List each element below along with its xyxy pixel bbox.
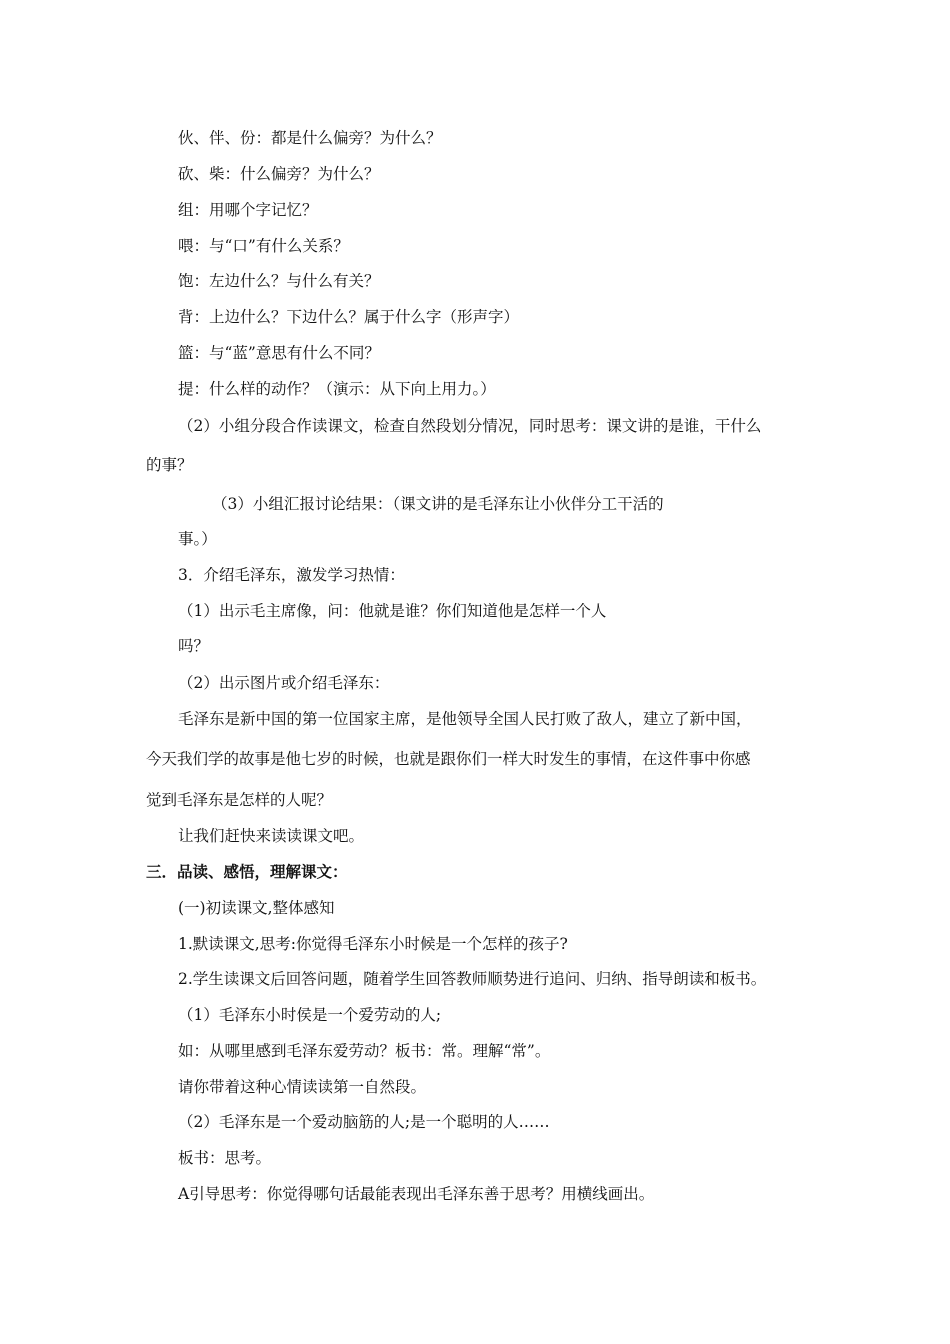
text-line: 1.默读课文,思考:你觉得毛泽东小时候是一个怎样的孩子? bbox=[178, 935, 568, 953]
section-heading: 三．品读、感悟，理解课文： bbox=[146, 862, 348, 881]
text-line: 砍、柴：什么偏旁？为什么？ bbox=[178, 165, 380, 183]
text-line: 篮：与“蓝”意思有什么不同？ bbox=[178, 344, 380, 362]
text-line: （1）毛泽东小时侯是一个爱劳动的人; bbox=[178, 1006, 442, 1024]
text-line: 组：用哪个字记忆？ bbox=[178, 201, 318, 219]
text-line: 饱：左边什么？与什么有关？ bbox=[178, 272, 380, 290]
text-line: 请你带着这种心情读读第一自然段。 bbox=[178, 1078, 427, 1096]
text-line: （2）小组分段合作读课文，检查自然段划分情况，同时思考：课文讲的是谁，干什么 bbox=[178, 417, 762, 435]
text-line: 今天我们学的故事是他七岁的时候，也就是跟你们一样大时发生的事情，在这件事中你感 bbox=[146, 750, 751, 768]
text-line: （2）毛泽东是一个爱动脑筋的人;是一个聪明的人…… bbox=[178, 1113, 550, 1131]
text-line: 吗？ bbox=[178, 637, 210, 655]
text-line: 觉到毛泽东是怎样的人呢？ bbox=[146, 791, 333, 809]
text-line: 让我们赶快来读读课文吧。 bbox=[178, 827, 365, 845]
text-line: 2.学生读课文后回答问题，随着学生回答教师顺势进行追问、归纳、指导朗读和板书。 bbox=[178, 970, 767, 988]
text-line: 提：什么样的动作？（演示：从下向上用力。） bbox=[178, 380, 496, 398]
text-line: 毛泽东是新中国的第一位国家主席，是他领导全国人民打败了敌人，建立了新中国， bbox=[178, 710, 752, 728]
text-line: 如：从哪里感到毛泽东爱劳动？板书：常。理解“常”。 bbox=[178, 1042, 551, 1060]
text-line: （1）出示毛主席像，问：他就是谁？你们知道他是怎样一个人 bbox=[178, 602, 607, 620]
text-line: 伙、伴、份：都是什么偏旁？为什么？ bbox=[178, 129, 442, 147]
text-line: （3）小组汇报讨论结果：（课文讲的是毛泽东让小伙伴分工干活的 bbox=[212, 495, 664, 513]
text-line: A引导思考：你觉得哪句话最能表现出毛泽东善于思考？用横线画出。 bbox=[178, 1185, 655, 1203]
text-line: 板书：思考。 bbox=[178, 1149, 272, 1167]
text-line: 3．介绍毛泽东，激发学习热情： bbox=[178, 566, 405, 584]
text-line: 背：上边什么？下边什么？属于什么字（形声字） bbox=[178, 308, 520, 326]
text-line: （2）出示图片或介绍毛泽东： bbox=[178, 674, 390, 692]
text-line: (一)初读课文,整体感知 bbox=[178, 899, 335, 917]
text-line: 的事？ bbox=[146, 456, 193, 474]
text-line: 喂：与“口”有什么关系？ bbox=[178, 237, 349, 255]
text-line: 事。） bbox=[178, 530, 217, 548]
